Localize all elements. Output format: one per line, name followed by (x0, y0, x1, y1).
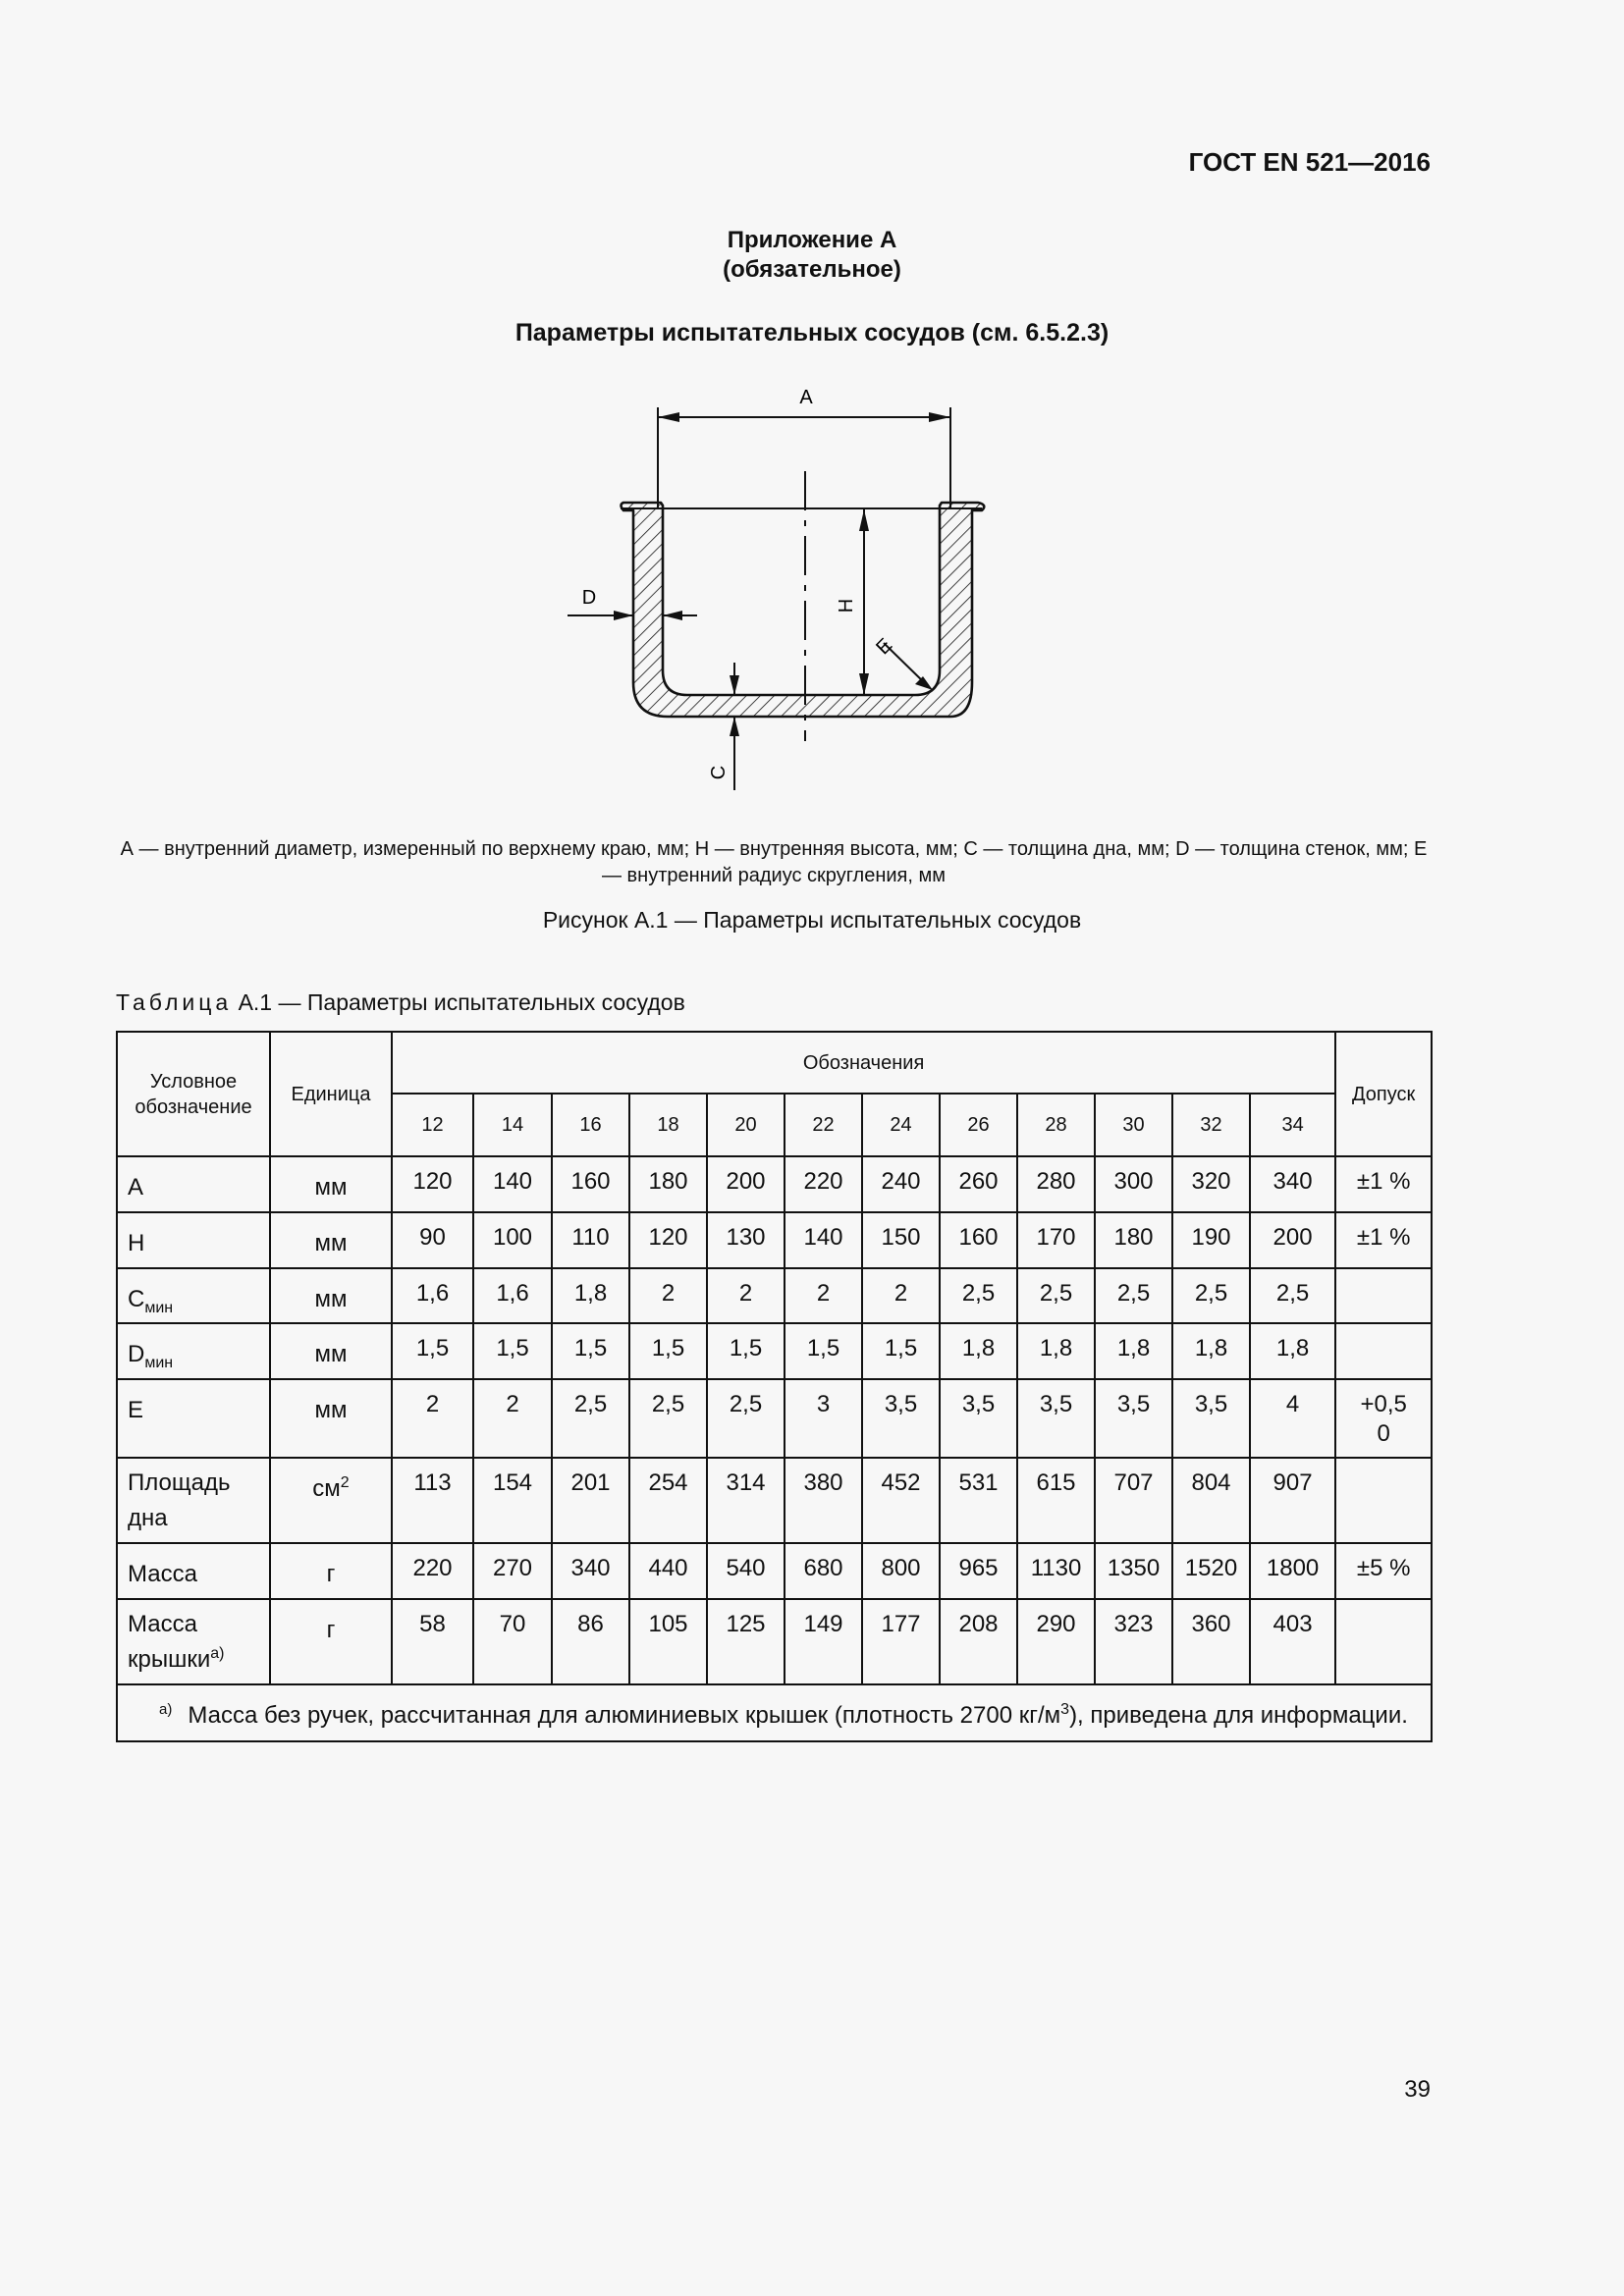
table-row (117, 1156, 1432, 1212)
table-row (117, 1458, 1432, 1543)
row-unit (270, 1379, 392, 1458)
page-number: 39 (1404, 2076, 1431, 2103)
table-cell: 2,5 (1250, 1268, 1335, 1324)
row-unit (270, 1543, 392, 1599)
table-row (117, 1543, 1432, 1599)
row-unit-text: мм (314, 1397, 348, 1424)
size-header-cell: 28 (1017, 1094, 1095, 1156)
table-cell: 1130 (1017, 1543, 1095, 1599)
standard-code: ГОСТ EN 521—2016 (1188, 147, 1431, 177)
table-cell: 531 (940, 1458, 1017, 1543)
size-header-cell: 16 (552, 1094, 629, 1156)
row-label-text: Площадь дна (128, 1469, 231, 1532)
header-designations: Обозначения (392, 1032, 1335, 1094)
row-unit (270, 1268, 392, 1324)
table-cell: 1,8 (1095, 1323, 1172, 1379)
table-cell: 3,5 (862, 1379, 940, 1458)
vessel-diagram (550, 378, 1001, 800)
table-row (117, 1599, 1432, 1684)
row-label (117, 1599, 270, 1684)
row-label-text: С (128, 1285, 145, 1312)
footnote-text: Масса без ручек, рассчитанная для алюминиевых крышек (плотность 2700 кг/м (188, 1701, 1061, 1729)
row-unit-text: мм (314, 1285, 348, 1312)
table-cell: 615 (1017, 1458, 1095, 1543)
table-cell: 2,5 (629, 1379, 707, 1458)
table-cell: 120 (392, 1156, 473, 1212)
row-unit-text: мм (314, 1174, 348, 1201)
size-header-cell: 30 (1095, 1094, 1172, 1156)
table-cell: 240 (862, 1156, 940, 1212)
label-h: H (836, 598, 857, 614)
table-cell: 800 (862, 1543, 940, 1599)
row-label-text: Е (128, 1397, 144, 1424)
table-cell: 190 (1172, 1212, 1250, 1268)
size-header-cell: 22 (785, 1094, 862, 1156)
table-cell: 100 (473, 1212, 552, 1268)
table-cell: 340 (1250, 1156, 1335, 1212)
table-cell: 220 (392, 1543, 473, 1599)
table-cell: 2,5 (1095, 1268, 1172, 1324)
table-cell: 2,5 (552, 1379, 629, 1458)
size-header-cell: 24 (862, 1094, 940, 1156)
table-cell: 965 (940, 1543, 1017, 1599)
row-label (117, 1323, 270, 1379)
appendix-title: Приложение А (727, 227, 897, 253)
row-label (117, 1379, 270, 1458)
table-cell: 1,5 (392, 1323, 473, 1379)
table-cell: 201 (552, 1458, 629, 1543)
table-cell: 3,5 (940, 1379, 1017, 1458)
table-cell: 2,5 (1172, 1268, 1250, 1324)
table-cell: 1,8 (1250, 1323, 1335, 1379)
table-cell: 3,5 (1172, 1379, 1250, 1458)
row-unit (270, 1458, 392, 1543)
table-footnote (117, 1684, 1432, 1741)
row-tolerance (1335, 1323, 1432, 1379)
table-cell: 160 (552, 1156, 629, 1212)
table-cell: 1,5 (707, 1323, 785, 1379)
header-unit: Единица (270, 1032, 392, 1156)
table-cell: 1,5 (473, 1323, 552, 1379)
table-cell: 2 (392, 1379, 473, 1458)
row-tolerance (1335, 1458, 1432, 1543)
table-cell: 360 (1172, 1599, 1250, 1684)
table-cell: 3,5 (1095, 1379, 1172, 1458)
size-header-cell: 14 (473, 1094, 552, 1156)
row-unit-text: мм (314, 1341, 348, 1368)
table-cell: 300 (1095, 1156, 1172, 1212)
row-label-text: Н (128, 1229, 145, 1256)
table-cell: 70 (473, 1599, 552, 1684)
row-label-subscript: мин (144, 1299, 174, 1316)
table-cell: 280 (1017, 1156, 1095, 1212)
table-cell: 1,8 (940, 1323, 1017, 1379)
table-caption-text: А.1 — Параметры испытательных сосудов (238, 989, 685, 1015)
table-cell: 110 (552, 1212, 629, 1268)
table-cell: 177 (862, 1599, 940, 1684)
table-cell: 140 (473, 1156, 552, 1212)
size-header-cell: 34 (1250, 1094, 1335, 1156)
table-cell: 125 (707, 1599, 785, 1684)
table-row (117, 1268, 1432, 1324)
table-cell: 1,5 (862, 1323, 940, 1379)
table-cell: 1,5 (629, 1323, 707, 1379)
table-caption (116, 989, 685, 1016)
label-d: D (581, 587, 597, 609)
table-cell: 208 (940, 1599, 1017, 1684)
table-cell: 220 (785, 1156, 862, 1212)
row-label (117, 1156, 270, 1212)
table-cell: 154 (473, 1458, 552, 1543)
table-cell: 2 (473, 1379, 552, 1458)
table-cell: 1350 (1095, 1543, 1172, 1599)
row-unit-text: г (326, 1560, 336, 1587)
vessel-wall (622, 503, 985, 717)
row-unit-superscript: 2 (340, 1474, 350, 1492)
table-cell: 1,6 (392, 1268, 473, 1324)
label-c: C (708, 765, 730, 780)
table-cell: 403 (1250, 1599, 1335, 1684)
table-cell: 150 (862, 1212, 940, 1268)
table-cell: 1,5 (785, 1323, 862, 1379)
table-row (117, 1379, 1432, 1458)
table-cell: 2,5 (707, 1379, 785, 1458)
row-unit-text: мм (314, 1229, 348, 1256)
row-label-text: А (128, 1174, 144, 1201)
table-caption-prefix: Таблица (116, 989, 233, 1015)
parameters-table (116, 1031, 1433, 1742)
table-cell: 3,5 (1017, 1379, 1095, 1458)
table-cell: 2,5 (940, 1268, 1017, 1324)
table-cell: 86 (552, 1599, 629, 1684)
header-tolerance: Допуск (1335, 1032, 1432, 1156)
table-cell: 200 (707, 1156, 785, 1212)
table-cell: 440 (629, 1543, 707, 1599)
size-header-cell: 26 (940, 1094, 1017, 1156)
table-cell: 260 (940, 1156, 1017, 1212)
size-header-cell: 18 (629, 1094, 707, 1156)
label-e: E (872, 634, 897, 660)
row-label (117, 1458, 270, 1543)
table-cell: 452 (862, 1458, 940, 1543)
table-cell: 149 (785, 1599, 862, 1684)
footnote-text-end: ), приведена для информации. (1069, 1701, 1408, 1729)
row-unit (270, 1212, 392, 1268)
size-header-cell: 32 (1172, 1094, 1250, 1156)
row-unit (270, 1323, 392, 1379)
row-tolerance: ±1 % (1335, 1212, 1432, 1268)
table-cell: 2 (629, 1268, 707, 1324)
appendix-heading: Параметры испытательных сосудов (см. 6.5.2.3) (514, 319, 1110, 347)
footnote-mark: а) (159, 1700, 173, 1718)
row-unit (270, 1599, 392, 1684)
table-cell: 180 (629, 1156, 707, 1212)
table-cell: 2,5 (1017, 1268, 1095, 1324)
row-label-subscript: мин (144, 1355, 174, 1372)
table-cell: 140 (785, 1212, 862, 1268)
footnote-row (117, 1684, 1432, 1741)
table-cell: 2 (785, 1268, 862, 1324)
row-tolerance: ±5 % (1335, 1543, 1432, 1599)
table-cell: 120 (629, 1212, 707, 1268)
row-label-text: D (128, 1341, 145, 1368)
table-cell: 323 (1095, 1599, 1172, 1684)
table-cell: 907 (1250, 1458, 1335, 1543)
table-cell: 1,8 (552, 1268, 629, 1324)
table-row (117, 1212, 1432, 1268)
row-unit (270, 1156, 392, 1212)
row-label (117, 1543, 270, 1599)
size-header-cell: 20 (707, 1094, 785, 1156)
table-cell: 804 (1172, 1458, 1250, 1543)
table-cell: 1,8 (1017, 1323, 1095, 1379)
row-label-text: Масса (128, 1560, 197, 1587)
table-cell: 680 (785, 1543, 862, 1599)
row-tolerance: +0,5 0 (1335, 1379, 1432, 1458)
table-cell: 130 (707, 1212, 785, 1268)
row-label-text: Масса крышки (128, 1610, 211, 1673)
table-row (117, 1323, 1432, 1379)
table-cell: 340 (552, 1543, 629, 1599)
row-unit-text: г (326, 1616, 336, 1643)
footnote-superscript: 3 (1060, 1700, 1070, 1718)
size-header-cell: 12 (392, 1094, 473, 1156)
label-a: A (799, 387, 813, 408)
table-cell: 170 (1017, 1212, 1095, 1268)
table-cell: 1520 (1172, 1543, 1250, 1599)
table-cell: 1,6 (473, 1268, 552, 1324)
table-cell: 180 (1095, 1212, 1172, 1268)
table-cell: 1,5 (552, 1323, 629, 1379)
table-cell: 4 (1250, 1379, 1335, 1458)
table-cell: 2 (862, 1268, 940, 1324)
table-cell: 90 (392, 1212, 473, 1268)
table-cell: 314 (707, 1458, 785, 1543)
table-cell: 290 (1017, 1599, 1095, 1684)
row-label (117, 1212, 270, 1268)
row-unit-text: см (312, 1475, 341, 1503)
appendix-status: (обязательное) (723, 256, 901, 283)
table-cell: 254 (629, 1458, 707, 1543)
row-tolerance (1335, 1268, 1432, 1324)
table-cell: 1,8 (1172, 1323, 1250, 1379)
row-label-superscript: а) (210, 1644, 225, 1662)
table-cell: 270 (473, 1543, 552, 1599)
header-symbol: Условное обозначение (117, 1032, 270, 1156)
table-cell: 2 (707, 1268, 785, 1324)
table-cell: 707 (1095, 1458, 1172, 1543)
table-cell: 200 (1250, 1212, 1335, 1268)
table-cell: 160 (940, 1212, 1017, 1268)
row-tolerance (1335, 1599, 1432, 1684)
table-cell: 380 (785, 1458, 862, 1543)
table-cell: 113 (392, 1458, 473, 1543)
table-cell: 320 (1172, 1156, 1250, 1212)
row-label (117, 1268, 270, 1324)
table-cell: 540 (707, 1543, 785, 1599)
row-tolerance: ±1 % (1335, 1156, 1432, 1212)
table-cell: 3 (785, 1379, 862, 1458)
figure-legend: А — внутренний диаметр, измеренный по верхнему краю, мм; H — внутренняя высота, мм; C — толщина дна, мм; D — толщина стенок, мм; E — внутренний радиус скругления, мм (120, 838, 1428, 886)
table-cell: 1800 (1250, 1543, 1335, 1599)
table-cell: 105 (629, 1599, 707, 1684)
table-cell: 58 (392, 1599, 473, 1684)
figure-caption: Рисунок А.1 — Параметры испытательных сосудов (542, 907, 1082, 933)
